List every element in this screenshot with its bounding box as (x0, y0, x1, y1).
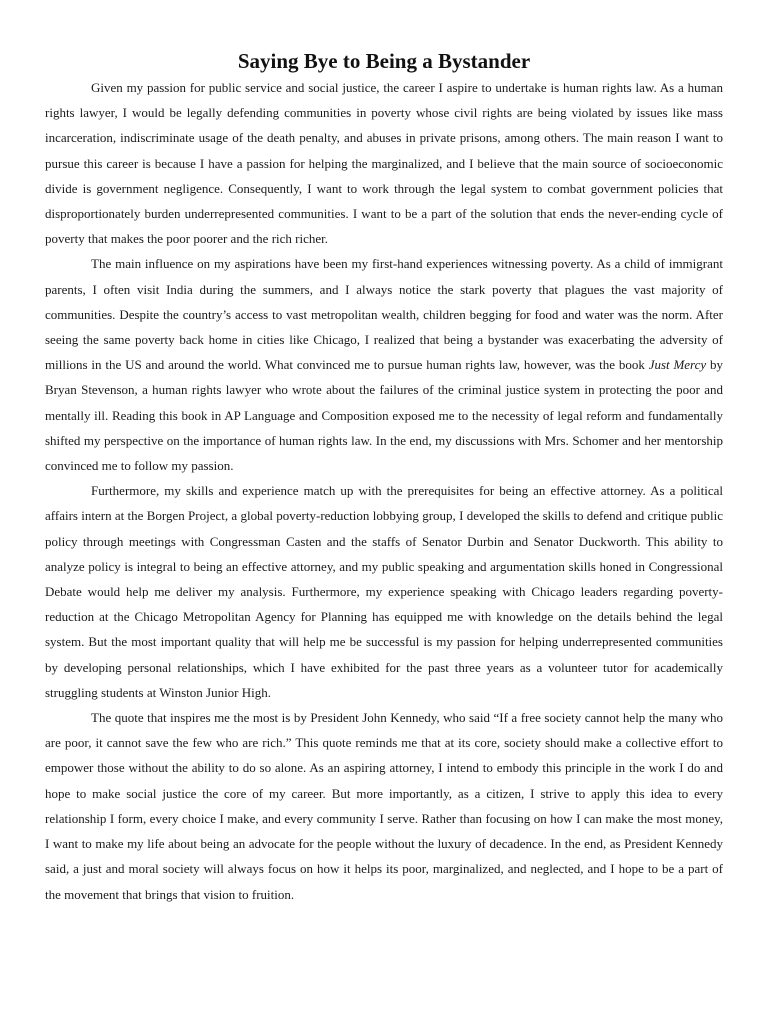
paragraph-2-text-end: by Bryan Stevenson, a human rights lawyer who wrote about the failures of the criminal justice system in protecting the poor and mentally ill. Reading this book in AP Language and Composition exposed me to the necessity of legal reform and fundamentally shifted my perspective on the importance of human rights law. In the end, my discussions with Mrs. Schomer and her mentorship convinced me to follow my passion. (45, 357, 723, 474)
paragraph-1: Given my passion for public service and social justice, the career I aspire to undertake is human rights law. As a human rights lawyer, I would be legally defending communities in poverty whose civil rights are being violated by issues like mass incarceration, indiscriminate usage of the death penalty, and abuses in private prisons, among others. The main reason I want to pursue this career is because I have a passion for helping the marginalized, and I believe that the main source of socioeconomic divide is government negligence. Consequently, I want to work through the legal system to combat government policies that disproportionately burden underrepresented communities. I want to be a part of the solution that ends the never-ending cycle of poverty that makes the poor poorer and the rich richer. (45, 80, 723, 247)
paragraph-2 (45, 251, 723, 478)
document-body (45, 75, 723, 907)
book-title: Just Mercy (648, 357, 707, 373)
document-title: Saying Bye to Being a Bystander (237, 49, 531, 73)
paragraph-4: The quote that inspires me the most is by President John Kennedy, who said “If a free society cannot help the many who are poor, it cannot save the few who are rich.” This quote reminds me that at its core, society should make a collective effort to empower those without the ability to do so alone. As an aspiring attorney, I intend to embody this principle in the work I do and hope to make social justice the core of my career. But more importantly, as a citizen, I strive to apply this idea to every relationship I form, every choice I make, and every community I serve. Rather than focusing on how I can make the most money, I want to make my life about being an advocate for the people without the luxury of decadence. In the end, as President Kennedy said, a just and moral society will always focus on how it helps its poor, marginalized, and neglected, and I hope to be a part of the movement that brings that vision to fruition. (45, 710, 723, 902)
paragraph-2-text-start: The main influence on my aspirations have been my first-hand experiences witnessing poverty. As a child of immigrant parents, I often visit India during the summers, and I always notice the stark poverty that plagues the vast majority of communities. Despite the country’s access to vast metropolitan wealth, children begging for food and water was the norm. After seeing the same poverty back home in cities like Chicago, I realized that being a bystander was exacerbating the adversity of millions in the US and around the world. What convinced me to pursue human rights law, however, was the book (45, 256, 723, 373)
paragraph-3: Furthermore, my skills and experience match up with the prerequisites for being an effective attorney. As a political affairs intern at the Borgen Project, a global poverty-reduction lobbying group, I developed the skills to defend and critique public policy through meetings with Congressman Casten and the staffs of Senator Durbin and Senator Duckworth. This ability to analyze policy is integral to being an effective attorney, and my public speaking and argumentation skills honed in Congressional Debate would help me deliver my analysis. Furthermore, my experience speaking with Chicago leaders regarding poverty-reduction at the Chicago Metropolitan Agency for Planning has equipped me with knowledge on the details behind the legal system. But the most important quality that will help me be successful is my passion for helping underrepresented communities by developing personal relationships, which I have exhibited for the past three years as a volunteer tutor for academically struggling students at Winston Junior High. (45, 483, 723, 700)
